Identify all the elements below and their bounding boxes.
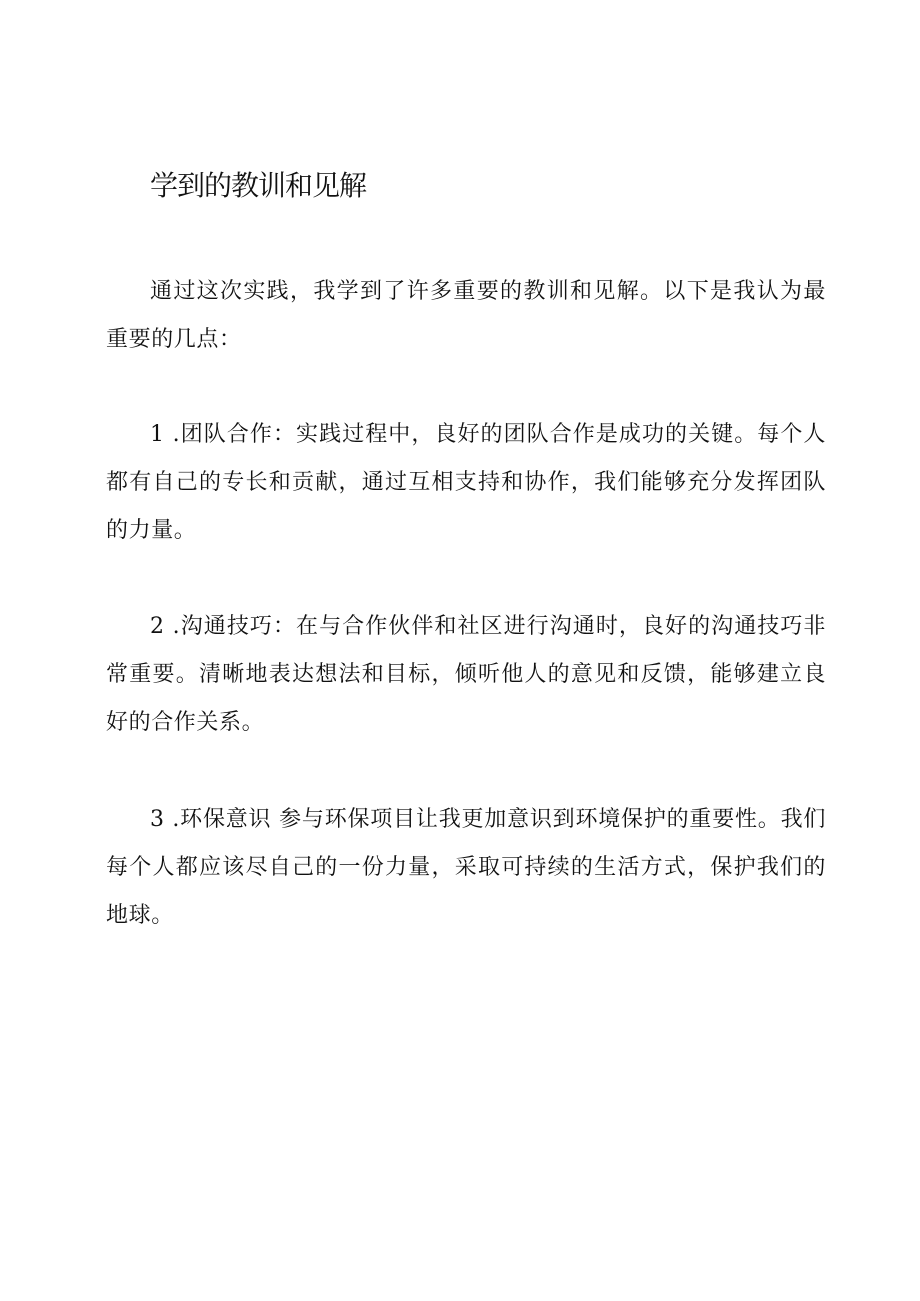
- list-item-teamwork: 1 .团队合作：实践过程中，良好的团队合作是成功的关键。每个人都有自己的专长和贡献，通过互相支持和协作，我们能够充分发挥团队的力量。: [106, 422, 826, 543]
- intro-paragraph: 通过这次实践，我学到了许多重要的教训和见解。以下是我认为最重要的几点：: [106, 279, 826, 352]
- list-item-communication: 2 .沟通技巧：在与合作伙伴和社区进行沟通时，良好的沟通技巧非常重要。清晰地表达想法和目标，倾听他人的意见和反馈，能够建立良好的合作关系。: [106, 614, 826, 735]
- list-item-environment: 3 .环保意识 参与环保项目让我更加意识到环境保护的重要性。我们每个人都应该尽自己的一份力量，采取可持续的生活方式，保护我们的地球。: [106, 807, 826, 928]
- page-title: 学到的教训和见解: [150, 169, 367, 202]
